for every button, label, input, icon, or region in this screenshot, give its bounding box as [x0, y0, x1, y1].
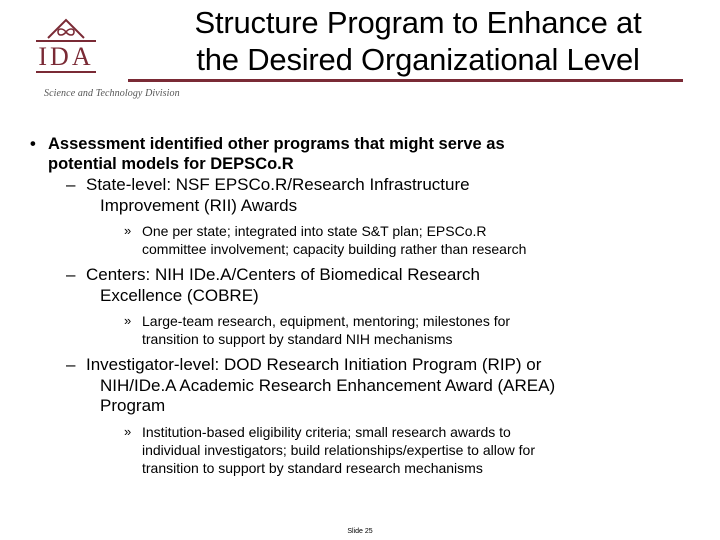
level1-bullet	[30, 134, 720, 174]
bullet-line-1: Assessment identified other programs that might serve as	[48, 135, 505, 153]
raquo-icon: »	[124, 223, 132, 238]
level2-item-centers	[66, 265, 720, 306]
logo-org-text: IDA	[38, 42, 94, 71]
dash-icon: –	[66, 175, 76, 194]
item-line: Improvement (RII) Awards	[100, 195, 298, 215]
detail-line: Large-team research, equipment, mentoring; milestones for	[142, 313, 511, 329]
level2-item-state	[66, 175, 720, 216]
item-line: State-level: NSF EPSCo.R/Research Infrastructure	[86, 175, 470, 194]
slide-number: Slide 25	[347, 528, 373, 535]
item-line: Program	[100, 396, 166, 415]
level3-detail-state	[124, 222, 720, 258]
detail-line: transition to support by standard NIH mechanisms	[142, 331, 453, 347]
dash-icon: –	[66, 265, 76, 284]
raquo-icon: »	[124, 313, 132, 328]
title-line-2: the Desired Organizational Level	[196, 42, 640, 77]
dash-icon: –	[66, 355, 76, 374]
detail-line: committee involvement; capacity building rather than research	[142, 241, 527, 257]
raquo-icon: »	[124, 423, 132, 439]
logo-division-text: Science and Technology Division	[44, 88, 180, 99]
detail-line: individual investigators; build relationships/expertise to allow for	[142, 441, 535, 458]
bullet-line-2: potential models for DEPSCo.R	[48, 155, 294, 173]
detail-line: Institution-based eligibility criteria; small research awards to	[142, 423, 511, 440]
ida-logo	[18, 16, 114, 80]
item-line: NIH/IDe.A Academic Research Enhancement Award (AREA)	[100, 375, 556, 395]
detail-line: transition to support by standard research mechanisms	[142, 459, 483, 476]
title-underline	[128, 79, 683, 82]
bullet-dot-icon: •	[30, 135, 36, 153]
level2-item-investigator	[66, 355, 720, 417]
detail-line: One per state; integrated into state S&T plan; EPSCo.R	[142, 223, 487, 239]
item-line: Investigator-level: DOD Research Initiation Program (RIP) or	[86, 355, 542, 374]
item-line: Excellence (COBRE)	[100, 285, 259, 305]
item-line: Centers: NIH IDe.A/Centers of Biomedical Research	[86, 265, 480, 284]
ida-logo-icon	[18, 16, 114, 80]
slide-body	[0, 134, 720, 477]
slide-title	[118, 4, 718, 78]
level3-detail-centers	[124, 312, 720, 348]
title-line-1: Structure Program to Enhance at	[194, 5, 642, 40]
level3-detail-investigator	[124, 423, 720, 477]
